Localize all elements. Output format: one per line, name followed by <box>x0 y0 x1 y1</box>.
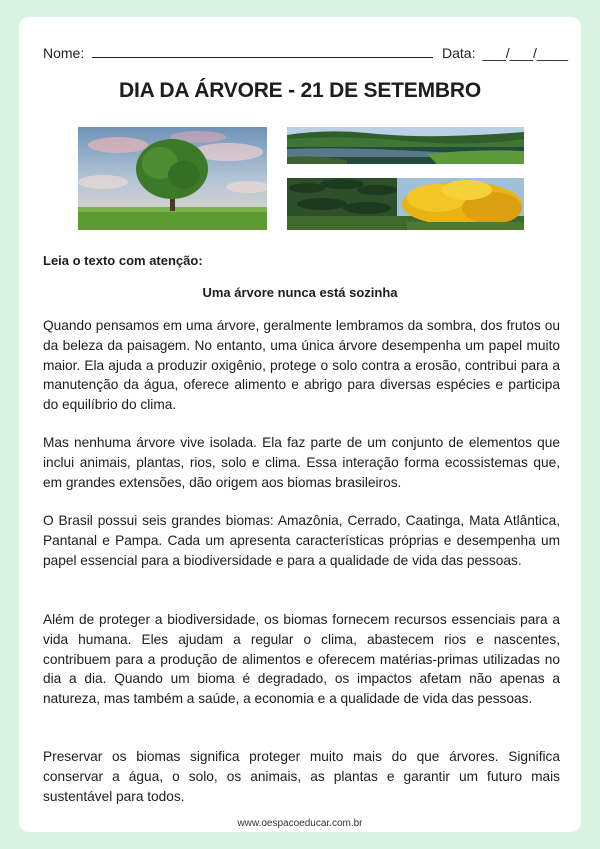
header-fields <box>43 43 569 63</box>
paragraph-5: Preservar os biomas significa proteger muito mais do que árvores. Significa conservar a água, o solo, os animais, as plantas e garantir um futuro mais sustentável para todos. <box>43 749 560 804</box>
river-landscape-photo <box>287 127 524 164</box>
name-field[interactable] <box>92 43 433 58</box>
page-title: DIA DA ÁRVORE - 21 DE SETEMBRO <box>119 79 481 102</box>
website-footer: www.oespacoeducar.com.br <box>237 818 363 829</box>
date-label: Data: <box>442 45 476 61</box>
paragraph-4: Além de proteger a biodiversidade, os biomas fornecem recursos essenciais para a vida humana. Eles ajudam a regular o clima, abastecem rios e nascentes, contribuem para a produção de alimentos e oferecem matérias-primas utilizadas no dia a dia. Quando um bioma é degradado, os impactos afetam não apenas a natureza, mas também a saúde, a economia e a qualidade de vida das pessoas. <box>43 612 560 707</box>
reading-instruction: Leia o texto com atenção: <box>43 253 203 268</box>
date-field[interactable]: ___/___/____ <box>482 45 569 61</box>
worksheet-page <box>19 17 581 832</box>
araucaria-and-yellow-ipe-photo <box>287 178 524 230</box>
tree-on-grass-photo <box>78 127 267 230</box>
name-label: Nome: <box>43 45 85 61</box>
paragraph-2: Mas nenhuma árvore vive isolada. Ela faz parte de um conjunto de elementos que inclui animais, plantas, rios, solo e clima. Essa interação forma ecossistemas que, em grandes extensões, dão origem aos biomas brasileiros. <box>43 435 560 490</box>
paragraph-3: O Brasil possui seis grandes biomas: Amazônia, Cerrado, Caatinga, Mata Atlântica, Pantanal e Pampa. Cada um apresenta características próprias e desempenha um papel essencial para a biodiversidade e para a qualidade de vida das pessoas. <box>43 513 560 568</box>
paragraph-1: Quando pensamos em uma árvore, geralmente lembramos da sombra, dos frutos ou da beleza da paisagem. No entanto, uma única árvore desempenha um papel muito maior. Ela ajuda a produzir oxigênio, protege o solo contra a erosão, contribui para a manutenção da água, oferece alimento e abrigo para diversas espécies e participa do equilíbrio do clima. <box>43 318 560 413</box>
text-title: Uma árvore nunca está sozinha <box>202 285 398 300</box>
